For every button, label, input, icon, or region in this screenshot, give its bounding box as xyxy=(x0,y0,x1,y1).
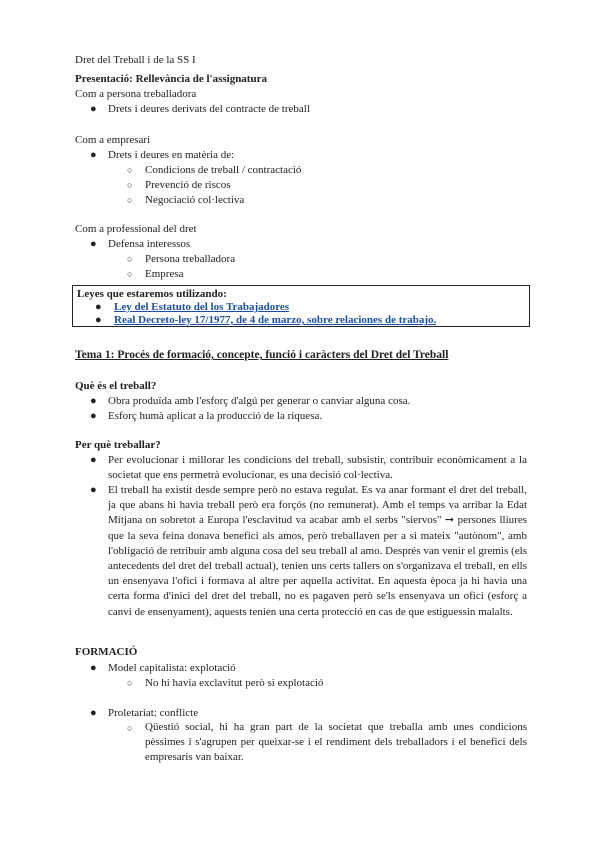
bullet-icon: ● xyxy=(90,149,97,161)
circle-bullet-icon: ○ xyxy=(127,165,133,175)
tema1-title: Tema 1: Procés de formació, concepte, funció i caràcters del Dret del Treball xyxy=(75,349,449,361)
list-item: Drets i deures derivats del contracte de treball xyxy=(108,103,310,115)
laws-heading: Leyes que estaremos utilizando: xyxy=(77,288,227,300)
section-label: Com a empresari xyxy=(75,134,151,146)
intro-heading: Presentació: Rellevància de l'assignatura xyxy=(75,73,267,85)
list-item: Obra produïda amb l'esforç d'algú per generar o canviar alguna cosa. xyxy=(108,395,411,407)
circle-bullet-icon: ○ xyxy=(127,180,133,190)
law-link-estatuto[interactable]: Ley del Estatuto del los Trabajadores xyxy=(114,301,290,313)
q1-heading: Què és el treball? xyxy=(75,380,157,392)
sub-item: Empresa xyxy=(145,268,184,280)
bullet-icon: ● xyxy=(90,484,97,496)
section-label: Com a professional del dret xyxy=(75,223,197,235)
bullet-icon: ● xyxy=(95,301,102,313)
sub-item: Condicions de treball / contractació xyxy=(145,164,302,176)
bullet-icon: ● xyxy=(90,410,97,422)
section-label: Com a persona treballadora xyxy=(75,88,197,100)
list-item: Proletariat: conflicte xyxy=(108,707,199,719)
bullet-icon: ● xyxy=(90,454,97,466)
circle-bullet-icon: ○ xyxy=(127,678,133,688)
circle-bullet-icon: ○ xyxy=(127,269,133,279)
list-item: Esforç humà aplicat a la producció de la riquesa. xyxy=(108,410,323,422)
circle-bullet-icon: ○ xyxy=(127,723,133,733)
list-item: Model capitalista: explotació xyxy=(108,662,236,674)
doc-title: Dret del Treball i de la SS I xyxy=(75,54,196,66)
list-item: Drets i deures en matèria de: xyxy=(108,149,235,161)
paragraph: Qüestió social, hi ha gran part de la societat que treballa amb unes condicions pèssimes i s'agrupen per queixar-se i el rendiment dels treballadors i el benefici dels empresaris van baixar. xyxy=(145,721,527,764)
sub-item: Persona treballadora xyxy=(145,253,236,265)
bullet-icon: ● xyxy=(90,103,97,115)
bullet-icon: ● xyxy=(90,395,97,407)
paragraph: Per evolucionar i millorar les condicions del treball, subsistir, contribuir econòmicament a la societat que ens permetrà evolucionar, es una decisió col·lectiva. xyxy=(108,454,527,482)
circle-bullet-icon: ○ xyxy=(127,195,133,205)
list-item: Defensa interessos xyxy=(108,238,191,250)
bullet-icon: ● xyxy=(95,314,102,326)
bullet-icon: ● xyxy=(90,707,97,719)
formacio-heading: FORMACIÓ xyxy=(75,646,138,658)
law-link-decreto[interactable]: Real Decreto-ley 17/1977, de 4 de marzo, sobre relaciones de trabajo. xyxy=(114,314,437,326)
sub-item: Negociació col·lectiva xyxy=(145,194,245,206)
sub-item: Prevenció de riscos xyxy=(145,179,231,191)
circle-bullet-icon: ○ xyxy=(127,254,133,264)
sub-item: No hi havia exclavitut però si explotació xyxy=(145,677,324,689)
bullet-icon: ● xyxy=(90,662,97,674)
paragraph: El treball ha existit desde sempre però no estava regulat. Es va anar formant el dret del treball, ja que abans hi havia treball però era forçós (no remunerat). Amb el temps va arribar la Edat Mitjana on sobretot a Europa l'esclavitud va acabar amb el serbs "siervos" ➞ persones lliures que la seva feina donava benefici als amos, però treballaven per a si mateix "autònom", amb l'obligació de retribuir amb alguna cosa del seu treball al amo. Després van venir el gremis (els antecedents del dret del treball actual), tenien uns certs tallers on s'organizava el treball, en ells un ensenyava l'ofici i formava al altre per aquella activitat. En aquesta època ja hi havia una certa forma d'inici del dret del treball, no es pagaven però se'ls ensenyava un ofici (esforç a canvi de ensenyament), aquests tenien una certa protecció en cas de que estiguessin malalts. xyxy=(108,484,527,618)
bullet-icon: ● xyxy=(90,238,97,250)
q2-heading: Per què treballar? xyxy=(75,439,161,451)
